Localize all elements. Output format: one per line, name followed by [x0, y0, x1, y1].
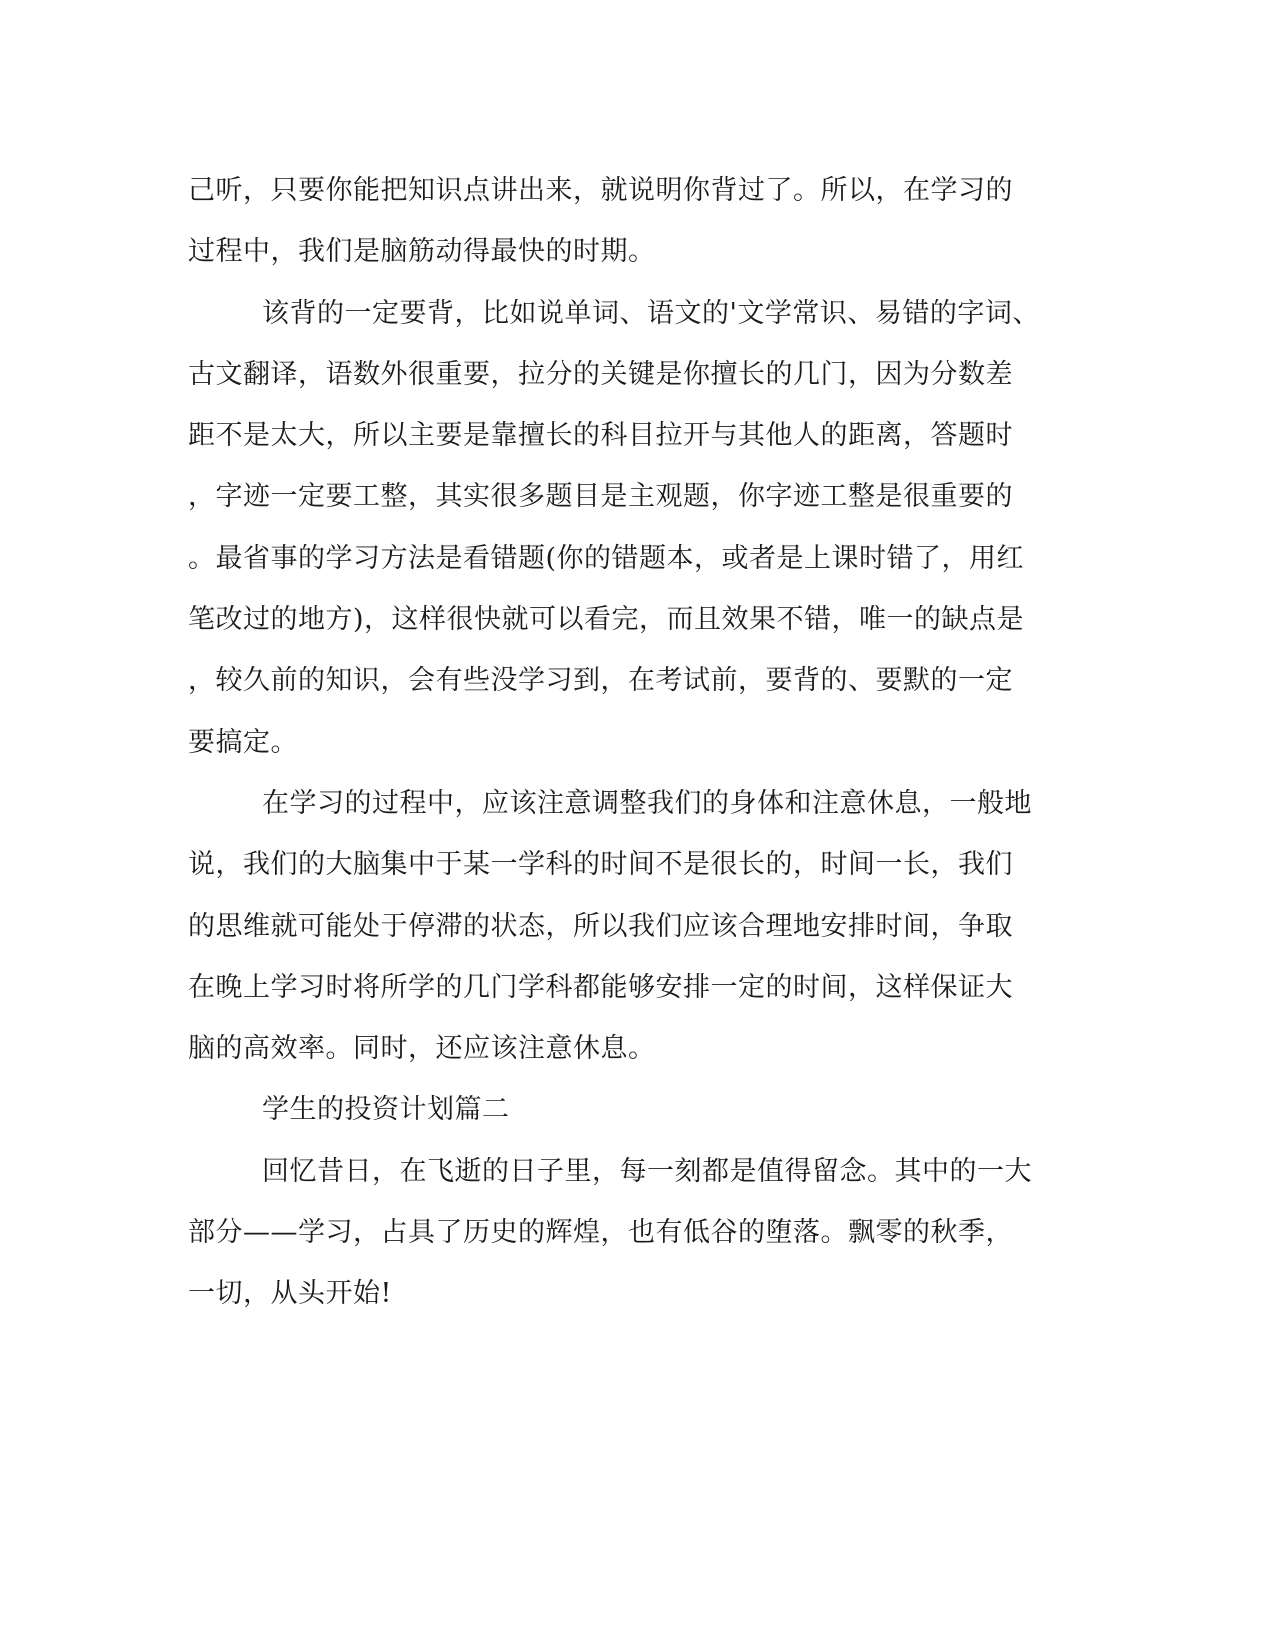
section-heading [188, 1079, 1068, 1140]
text-line: 脑的高效率。同时，还应该注意休息。 [188, 1033, 656, 1065]
body-text [188, 160, 1068, 1325]
text-line: 回忆昔日，在飞逝的日子里，每一刻都是值得留念。其中的一大 [262, 1155, 1032, 1187]
heading-line: 学生的投资计划篇二 [262, 1094, 510, 1126]
text-line: 部分——学习，占具了历史的辉煌，也有低谷的堕落。飘零的秋季， [188, 1217, 1013, 1249]
text-line: 在晚上学习时将所学的几门学科都能够安排一定的时间，这样保证大 [188, 971, 1013, 1003]
paragraph [188, 1141, 1068, 1325]
text-line: ，字迹一定要工整，其实很多题目是主观题，你字迹工整是很重要的 [188, 481, 1013, 513]
paragraph [188, 773, 1068, 1079]
paragraph [188, 160, 1068, 283]
text-line: 过程中，我们是脑筋动得最快的时期。 [188, 236, 656, 268]
text-line: ，较久前的知识，会有些没学习到，在考试前，要背的、要默的一定 [188, 665, 1013, 697]
text-line: 要搞定。 [188, 726, 298, 758]
paragraph [188, 283, 1068, 773]
text-line: 笔改过的地方)，这样很快就可以看完，而且效果不错，唯一的缺点是 [188, 604, 1025, 636]
text-line: 。最省事的学习方法是看错题(你的错题本，或者是上课时错了，用红 [188, 542, 1025, 574]
text-line: 距不是太大，所以主要是靠擅长的科目拉开与其他人的距离，答题时 [188, 420, 1013, 452]
text-line: 己听，只要你能把知识点讲出来，就说明你背过了。所以，在学习的 [188, 175, 1013, 206]
text-line: 该背的一定要背，比如说单词、语文的'文学常识、易错的字词、 [262, 297, 1040, 329]
text-line: 一切，从头开始! [188, 1278, 392, 1310]
text-line: 古文翻译，语数外很重要，拉分的关键是你擅长的几门，因为分数差 [188, 358, 1013, 390]
text-line: 在学习的过程中，应该注意调整我们的身体和注意休息，一般地 [262, 787, 1032, 819]
text-line: 的思维就可能处于停滞的状态，所以我们应该合理地安排时间，争取 [188, 910, 1013, 942]
text-line: 说，我们的大脑集中于某一学科的时间不是很长的，时间一长，我们 [188, 849, 1013, 881]
